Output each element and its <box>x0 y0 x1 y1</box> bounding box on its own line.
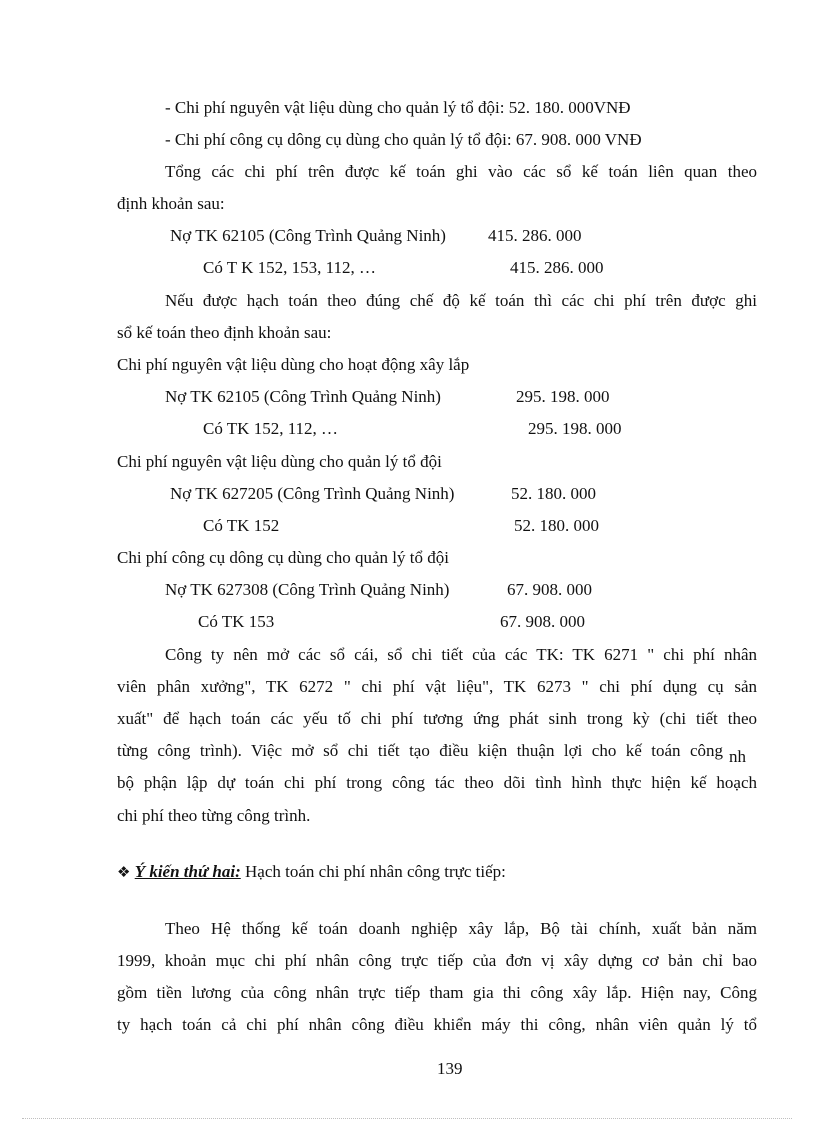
journal-entry-amount: 67. 908. 000 <box>507 580 592 599</box>
text-line: Nếu được hạch toán theo đúng chế độ kế toán thì các chi phí trên được ghi <box>165 291 757 310</box>
text-line: Chi phí nguyên vật liệu dùng cho quản lý tổ đội <box>117 452 442 471</box>
text-line: gồm tiền lương của công nhân trực tiếp tham gia thi công xây lắp. Hiện nay, Công <box>117 983 757 1002</box>
text-line: - Chi phí công cụ dông cụ dùng cho quản lý tổ đội: 67. 908. 000 VNĐ <box>165 130 642 149</box>
section-heading-text: Hạch toán chi phí nhân công trực tiếp: <box>240 862 506 881</box>
diamond-bullet-icon: ❖ <box>117 863 131 881</box>
journal-entry-account: Có TK 152 <box>203 516 280 535</box>
journal-entry-amount: 415. 286. 000 <box>488 226 582 245</box>
journal-entry-account: Có T K 152, 153, 112, … <box>203 258 377 277</box>
text-line: - Chi phí nguyên vật liệu dùng cho quản lý tổ đội: 52. 180. 000VNĐ <box>165 98 631 117</box>
text-line: ty hạch toán cả chi phí nhân công điều khiển máy thi công, nhân viên quản lý tổ <box>117 1015 757 1034</box>
text-line: xuất" để hạch toán các yếu tố chi phí tương ứng phát sinh trong kỳ (chi tiết theo <box>117 709 757 728</box>
text-line: từng công trình). Việc mở sổ chi tiết tạo điều kiện thuận lợi cho kế toán công <box>117 741 723 760</box>
text-line: bộ phận lập dự toán chi phí trong công tác theo dõi tình hình thực hiện kế hoạch <box>117 773 757 792</box>
text-line: Chi phí nguyên vật liệu dùng cho hoạt động xây lắp <box>117 355 470 374</box>
journal-entry-amount: 67. 908. 000 <box>500 612 585 631</box>
journal-entry-amount: 295. 198. 000 <box>516 387 610 406</box>
section-heading <box>117 861 506 883</box>
journal-entry-account: Có TK 153 <box>198 612 275 631</box>
text-line: định khoản sau: <box>117 194 225 213</box>
text-line: Chi phí công cụ dông cụ dùng cho quản lý tổ đội <box>117 548 449 567</box>
journal-entry-account: Nợ TK 62105 (Công Trình Quảng Ninh) <box>170 226 446 245</box>
journal-entry-amount: 52. 180. 000 <box>511 484 596 503</box>
page-number: 139 <box>437 1059 463 1078</box>
text-line: chi phí theo từng công trình. <box>117 806 311 825</box>
journal-entry-amount: 52. 180. 000 <box>514 516 599 535</box>
footer-rule <box>22 1118 792 1119</box>
section-heading-label: Ý kiến thứ hai: <box>134 862 241 881</box>
text-line: viên phân xưởng", TK 6272 " chi phí vật liệu", TK 6273 " chi phí dụng cụ sản <box>117 677 757 696</box>
journal-entry-amount: 295. 198. 000 <box>528 419 622 438</box>
journal-entry-account: Nợ TK 62105 (Công Trình Quảng Ninh) <box>165 387 441 406</box>
text-line: Theo Hệ thống kế toán doanh nghiệp xây lắp, Bộ tài chính, xuất bản năm <box>165 919 757 938</box>
journal-entry-account: Nợ TK 627308 (Công Trình Quảng Ninh) <box>165 580 450 599</box>
journal-entry-amount: 415. 286. 000 <box>510 258 604 277</box>
text-line: 1999, khoản mục chi phí nhân công trực tiếp của đơn vị xây dựng cơ bản chỉ bao <box>117 951 757 970</box>
journal-entry-account: Nợ TK 627205 (Công Trình Quảng Ninh) <box>170 484 455 503</box>
text-line: sổ kế toán theo định khoản sau: <box>117 323 332 342</box>
journal-entry-account: Có TK 152, 112, … <box>203 419 339 438</box>
text-line: Công ty nên mở các sổ cái, sổ chi tiết của các TK: TK 6271 " chi phí nhân <box>165 645 757 664</box>
text-line: Tổng các chi phí trên được kế toán ghi vào các sổ kế toán liên quan theo <box>165 162 757 181</box>
text-line: nh <box>729 747 746 766</box>
